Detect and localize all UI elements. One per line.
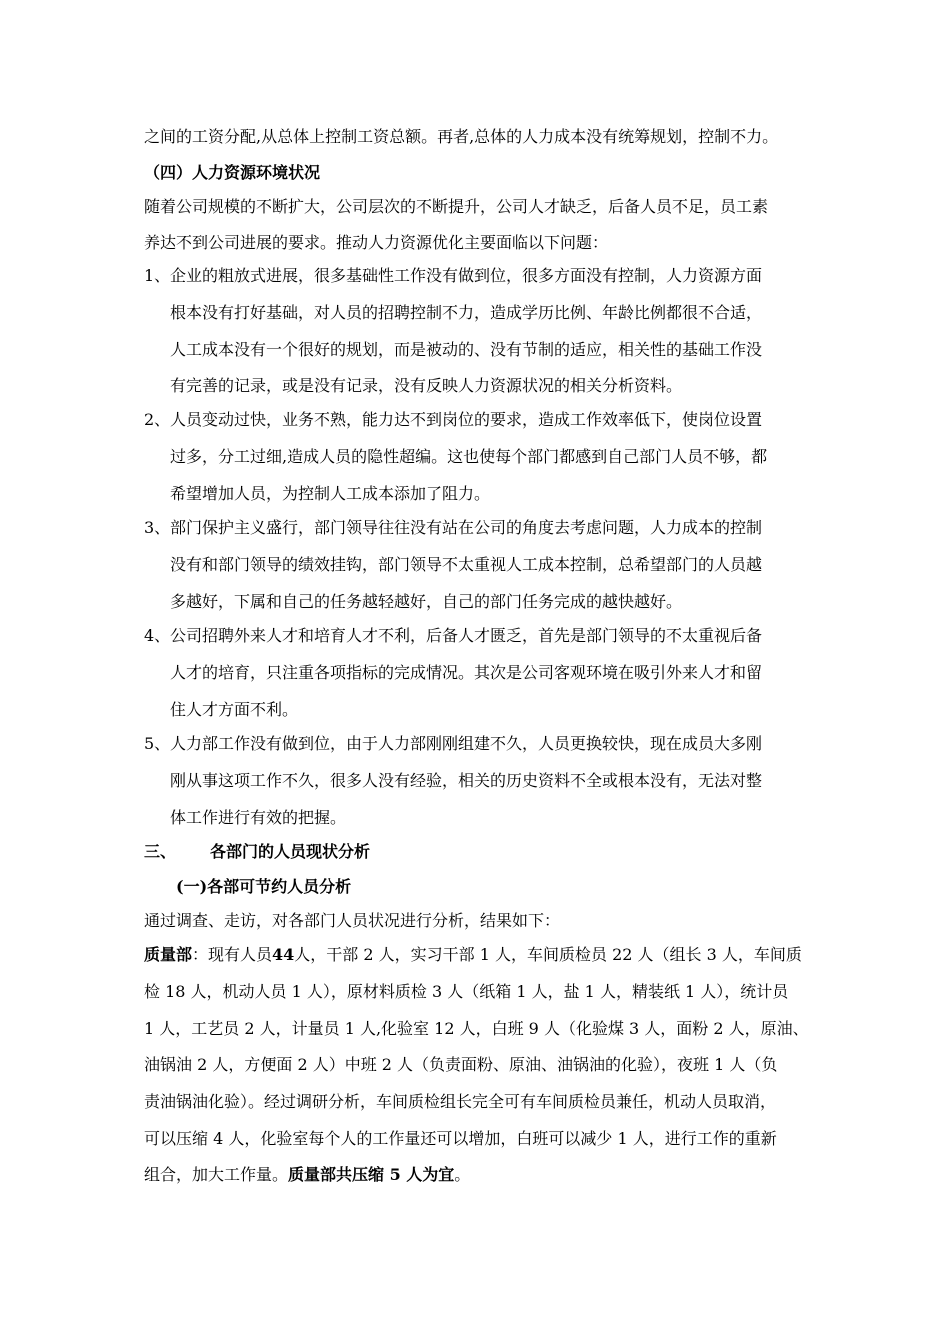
paragraph-text: 责油锅油化验）。经过调研分析，车间质检组长完全可有车间质检员兼任，机动人员取消， <box>144 1092 777 1111</box>
list-number: 1、 <box>144 266 171 285</box>
paragraph-text: 之间的工资分配,从总体上控制工资总额。再者,总体的人力成本没有统筹规划，控制不力。 <box>144 127 779 146</box>
list-item-text: 企业的粗放式进展，很多基础性工作没有做到位，很多方面没有控制，人力资源方面 <box>170 266 763 285</box>
list-item-text: 过多，分工过细,造成人员的隐性超编。这也使每个部门都感到自己部门人员不够，都 <box>170 447 768 466</box>
paragraph-text: 油锅油 2 人，方便面 2 人）中班 2 人（负责面粉、原油、油锅油的化验），夜班 1 人（负 <box>144 1055 778 1074</box>
section-number: 三、 <box>144 842 177 861</box>
paragraph-text: 随着公司规模的不断扩大，公司层次的不断提升，公司人才缺乏，后备人员不足，员工素 <box>144 197 769 216</box>
text-span: 。 <box>454 1165 471 1184</box>
text-span: 人，干部 2 人，实习干部 1 人，车间质检员 22 人（组长 3 人，车间质 <box>294 945 802 964</box>
list-number: 5、 <box>144 734 171 753</box>
text-span: 组合，加大工作量。 <box>144 1165 289 1184</box>
quality-dept-label: 质量部 <box>144 945 193 964</box>
list-item-text: 人员变动过快，业务不熟，能力达不到岗位的要求，造成工作效率低下，使岗位设置 <box>170 410 763 429</box>
paragraph-text: 检 18 人，机动人员 1 人），原材料质检 3 人（纸箱 1 人，盐 1 人，精装纸 1 人），统计员 <box>144 982 789 1001</box>
subsection-title: (一)各部可节约人员分析 <box>176 877 352 896</box>
conclusion-bold: 质量部共压缩 5 人为宜 <box>288 1165 455 1184</box>
list-item-text: 人力部工作没有做到位，由于人力部刚刚组建不久，人员更换较快，现在成员大多刚 <box>170 734 763 753</box>
quality-dept-conclusion <box>144 1165 470 1185</box>
list-item-text: 人才的培育，只注重各项指标的完成情况。其次是公司客观环境在吸引外来人才和留 <box>170 663 763 682</box>
list-item-text: 希望增加人员，为控制人工成本添加了阻力。 <box>170 484 491 503</box>
section-title: 各部门的人员现状分析 <box>210 842 371 861</box>
paragraph-text: 可以压缩 4 人，化验室每个人的工作量还可以增加，白班可以减少 1 人，进行工作的重新 <box>144 1129 777 1148</box>
list-item-text: 体工作进行有效的把握。 <box>170 808 347 827</box>
list-item-text: 多越好，下属和自己的任务越轻越好，自己的部门任务完成的越快越好。 <box>170 592 683 611</box>
list-item-text: 根本没有打好基础，对人员的招聘控制不力，造成学历比例、年龄比例都很不合适， <box>170 303 763 322</box>
text-span: ：现有人员 <box>192 945 273 964</box>
list-number: 2、 <box>144 410 171 429</box>
list-number: 3、 <box>144 518 171 537</box>
paragraph-text: 通过调查、走访，对各部门人员状况进行分析，结果如下： <box>144 911 561 930</box>
list-item-text: 刚从事这项工作不久，很多人没有经验，相关的历史资料不全或根本没有，无法对整 <box>170 771 763 790</box>
paragraph-text: 养达不到公司进展的要求。推动人力资源优化主要面临以下问题： <box>144 233 609 252</box>
list-item-text: 人工成本没有一个很好的规划，而是被动的、没有节制的适应，相关性的基础工作没 <box>170 340 763 359</box>
list-item-text: 公司招聘外来人才和培育人才不利，后备人才匮乏，首先是部门领导的不太重视后备 <box>170 626 763 645</box>
quality-dept-line <box>144 945 802 965</box>
section-heading: （四）人力资源环境状况 <box>144 163 321 182</box>
list-item-text: 有完善的记录，或是没有记录，没有反映人力资源状况的相关分析资料。 <box>170 376 683 395</box>
list-item-text: 没有和部门领导的绩效挂钩，部门领导不太重视人工成本控制，总希望部门的人员越 <box>170 555 763 574</box>
list-number: 4、 <box>144 626 171 645</box>
headcount-value: 44 <box>272 945 295 964</box>
list-item-text: 住人才方面不利。 <box>170 700 299 719</box>
list-item-text: 部门保护主义盛行，部门领导往往没有站在公司的角度去考虑问题，人力成本的控制 <box>170 518 763 537</box>
paragraph-text: 1 人，工艺员 2 人，计量员 1 人,化验室 12 人，白班 9 人（化验煤 3 人，面粉 2 人，原油、 <box>144 1019 809 1038</box>
